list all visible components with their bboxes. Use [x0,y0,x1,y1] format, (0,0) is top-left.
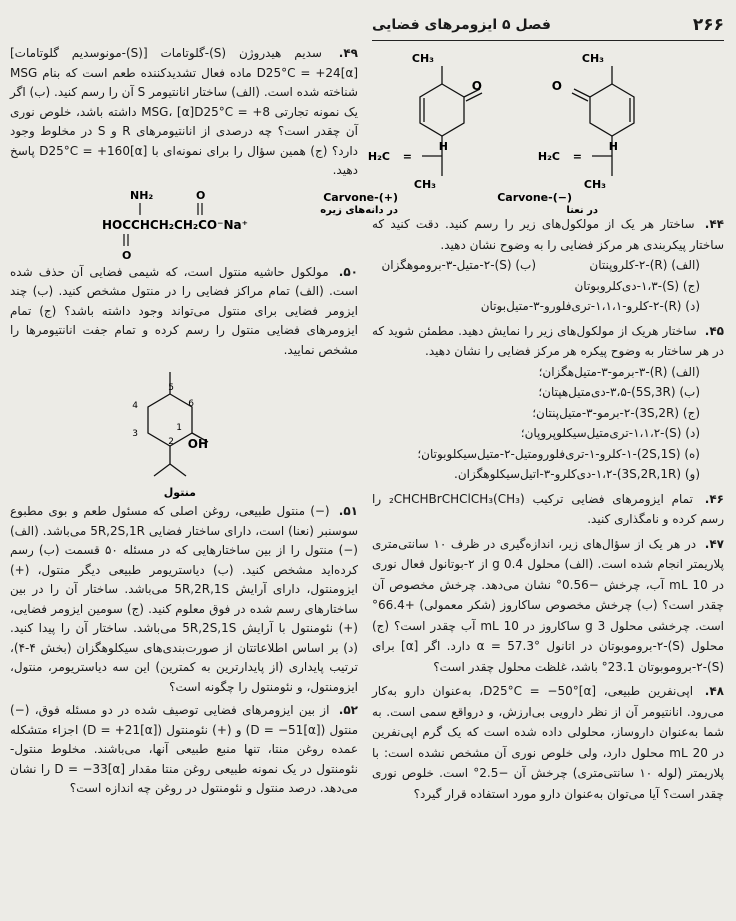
problem-45-item: (ب) (5S,3R)-۳،۵-دی‌متیل‌هپتان؛ [538,385,700,399]
problem-51 [10,502,358,697]
msg-main-chain: HOCCHCH₂CH₂CO⁻Na⁺ [102,217,248,232]
problem-45-text: ساختار هریک از مولکول‌های زیر را نمایش دهید. مطمئن شوید که در هر ساختار به وضوح پیکره هر مرکز فضایی را نشان دهید. [372,323,724,358]
menthol-label-4: 4 [132,401,138,411]
problem-46-text: تمام ایزومرهای فضایی ترکیب (CH₃)₂CHCHBrCHClCH₃ را رسم کرده و نامگذاری کنید. [372,491,724,526]
carvone-minus-ch3-bottom: CH₃ [583,178,606,191]
carvone-minus-name: (−)-Carvone [497,191,572,204]
problem-45-number: ۴۵. [704,323,724,338]
carvone-plus-o: O [471,79,482,93]
problem-51-number: ۵۱. [338,504,358,518]
menthol-label-6: 6 [188,399,194,409]
msg-o-top: O [196,188,206,202]
carvone-plus-caption: در دانه‌های زیره [320,205,398,216]
menthol-label-3: 3 [132,429,138,439]
menthol-label-5: 5 [168,383,174,393]
carvone-plus-h: H [438,140,448,153]
left-column [10,44,358,803]
carvone-plus-ch3-top: CH₃ [411,52,434,65]
carvone-minus-o: O [551,79,562,93]
menthol-caption: منتول [163,486,196,499]
problem-44-options [372,255,724,276]
problem-47-number: ۴۷. [704,536,724,551]
problem-49 [10,44,358,181]
problem-48 [372,681,724,804]
problem-45-item: (ج) (3S,2R)-۲-برمو-۳-متیل‌پنتان؛ [532,405,700,420]
problem-48-text: اپی‌نفرین طبیعی، [α]D25°C = −50°، به‌عنوان دارو به‌کار می‌رود. انانتیومر آن از نظر دارویی بی‌ارزش، و درواقع سمی است. به شما به‌عنوان داروساز، محلولی داده شده است که یک گرم اپی‌نفرین در 20 mL محلول دارد، ولی خلوص نوری آن مشخص نشده است: با پلاریمتر (لوله ۱۰ سانتی‌متری) چرخش آن −2.5° است. خلوص نوری چقدر است؟ آیا می‌توان به‌عنوان دارو مورد استفاده قرار گیرد؟ [372,684,724,801]
problem-52-text: از بین ایزومرهای فضایی توصیف شده در دو مسئله فوق، (−) منتول ([α]D = −51) و (+) نئومنتول ([α]D = +21) اجزاء متشکله عمده روغن منتا، تنها منبع طبیعی آنها، می‌باشند. مخلوط منتول-نئومنتول در یک نمونه طبیعی روغن منتا مقدار [α]D = −33 را نشان می‌دهد. درصد منتول و نئومنتول در روغن چه اندازه است؟ [10,703,359,795]
page-number: ۲۶۶ [692,15,724,35]
carvone-minus-caption: در نعنا [566,205,598,216]
problem-44-option-d: (د) (R)-۲-کلرو-۱،۱،۱-تری‌فلورو-۳-متیل‌بوتان [480,299,700,313]
problem-49-text: سدیم هیدروژن (S)-گلوتامات [(S)-مونوسدیم گلوتامات] [α]D25°C = +24 ماده فعال تشدیدکننده طعم است که بنام MSG شناخته شده است. (الف) ساختار انانتیومر S آن را رسم کنید. (ب) اگر یک نمونه تجارتی MSG، [α]D25°C = +8 داشته باشد، خلوص نوری آن چقدر است؟ چه درصدی از انانتیومرهای R و S در مخلوط وجود دارد؟ (ج) همین سؤال را برای نمونه‌ای با [α]D25°C = +160 پاسخ دهید. [10,46,359,177]
carvone-plus-h2c: H₂C [367,150,390,163]
problem-50 [10,263,358,361]
problem-50-text: مولکول حاشیه منتول است، که شیمی فضایی آن حذف شده است. (الف) تمام مراکز فضایی را در منتول مشخص کنید. (ب) چند ایزومر فضایی برای منتول می‌تواند وجود داشته باشد؟ (ج) تمام ایزومرهای فضایی منتول را رسم کرده و تمام جفت انانتیومرها را مشخص نمایید. [10,264,358,357]
menthol-label-2: 2 [168,437,174,447]
menthol-oh: OH [187,437,208,451]
problem-46-number: ۴۶. [704,491,724,506]
carvone-minus-h2c: H₂C [537,150,560,163]
problem-44-option-c: (ج) (S)-۱،۳-دی‌کلروبوتان [574,278,700,293]
chapter-title: فصل ۵ ایزومرهای فضایی [372,17,551,33]
problem-49-number: ۴۹. [338,46,358,60]
problem-45 [372,321,724,485]
carvone-plus-name: (+)-Carvone [323,191,398,204]
menthol-label-1: 1 [176,423,182,433]
carvone-plus-ch3-bottom: CH₃ [413,178,436,191]
carvone-plus-eq: = [402,150,412,163]
msg-nh2: NH₂ [130,188,154,202]
problem-47-text: در هر یک از سؤال‌های زیر، اندازه‌گیری در ظرف ۱۰ سانتی‌متری پلاریمتر انجام شده است. (الف) محلول 0.4 g از ۲-بوتانول فعال نوری در 10 mL آب، چرخش −0.56° نشان می‌دهد. چرخش مخصوص آن چقدر است؟ (ب) چرخش مخصوص ساکاروز (شکر معمولی) +66.4° است. چرخشی محلول 3 g ساکاروز در 10 mL آب چقدر است؟ (ج) محلول (S)-۲-بروموبوتان در اتانول α = 57.3° دارد. اگر [α] برای (S)-۲-بروموبوتان 23.1° باشد، غلظت محلول چقدر است؟ [372,536,725,674]
problem-44-number: ۴۴. [704,217,724,231]
problem-44 [372,214,724,317]
problem-51-text: (−) منتول طبیعی، روغن اصلی که مسئول طعم و بوی مطبوع سوسنبر (نعنا) است، دارای ساختار فضایی 5R,2S,1R می‌باشد. (الف) (−) منتول را از بین ساختارهایی که در مسئله ۵۰ قسمت (ب) رسم کرده‌اید مشخص کنید. (ب) دیاستریومر طبیعی دیگر منتول، (+) ایزومنتول، دارای آرایش 5R,2R,1S می‌باشد. ساختار آن را در بین ساختارهای رسم شده در فوق معلوم کنید. (ج) سومین ایزومر فضایی، (+) نئومنتول با آرایش 5R,2S,1S می‌باشد. ساختار آن را پیدا کنید. (د) بر اساس اطلاعاتتان از صورت‌بندی‌های سیکلوهگزان (بخش ۴-۴)، ترتیب پایداری (از پایدارترین به کمترین) این سه دیاستریومر، منتول، ایزومنتول، و نئومنتول را چگونه است؟ [10,504,358,694]
carvone-minus-h: H [608,140,618,153]
problem-47 [372,534,724,678]
problem-48-number: ۴۸. [704,684,724,698]
page-header [372,10,724,41]
problem-46 [372,489,724,530]
problem-50-number: ۵۰. [338,264,358,279]
problem-44-option-a: (الف) (R)-۲-کلروپنتان [589,258,700,272]
problem-44-text: ساختار هر یک از مولکول‌های زیر را رسم کنید. دقت کنید که ساختار پیکربندی هر مرکز فضایی را به وضوح نشان دهید. [372,217,724,252]
carvone-minus-eq: = [572,150,582,163]
problem-52 [10,701,358,799]
problem-45-item: (ه) (2S,1S)-۱-کلرو-۱-تری‌فلورومتیل-۲-متیل‌سیکلوبوتان؛ [417,446,700,461]
problem-45-item: (و) (3S,2R,1R)-۱،۲-دی‌کلرو-۳-اتیل‌سیکلوهگزان. [454,467,700,481]
carvone-minus-ch3-top: CH₃ [581,52,604,65]
problem-52-number: ۵۲. [338,703,358,717]
msg-o-bottom: O [122,248,132,262]
problem-45-item: (د) (S)-۱،۱،۲-تری‌متیل‌سیکلوپروپان؛ [520,426,700,440]
problem-44-option-b: (ب) (S)-۲-متیل-۳-بروموهگزان [381,258,536,272]
msg-formula [10,185,358,263]
problem-45-item: (الف) (R)-۳-برمو-۳-متیل‌هگزان؛ [538,364,700,379]
menthol-figure [10,364,358,502]
